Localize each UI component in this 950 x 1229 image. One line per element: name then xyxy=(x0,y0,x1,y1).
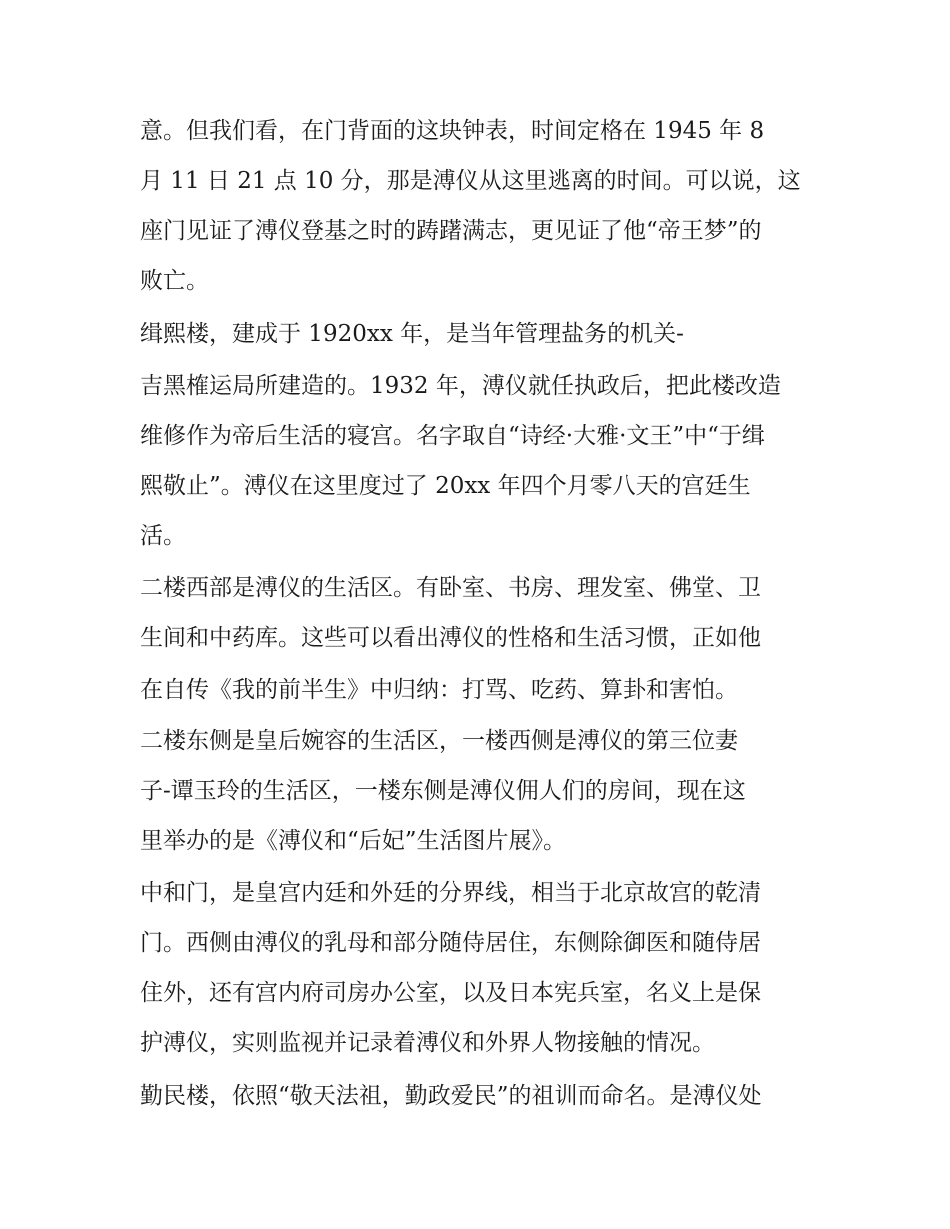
text-line: 在自传《我的前半生》中归纳：打骂、吃药、算卦和害怕。 xyxy=(140,677,738,703)
text-line: 月 11 日 21 点 10 分，那是溥仪从这里逃离的时间。可以说，这 xyxy=(140,168,801,194)
text-line: 吉黑榷运局所建造的。1932 年，溥仪就任执政后，把此楼改造 xyxy=(140,373,781,399)
text-line: 缉熙楼，建成于 1920xx 年，是当年管理盐务的机关- xyxy=(140,321,684,347)
text-line: 活。 xyxy=(140,523,186,549)
text-line: 门。西侧由溥仪的乳母和部分随侍居住，东侧除御医和随侍居 xyxy=(140,930,761,956)
text-line: 里举办的是《溥仪和“后妃”生活图片展》。 xyxy=(140,828,567,854)
text-line: 生间和中药库。这些可以看出溥仪的性格和生活习惯，正如他 xyxy=(140,625,761,651)
text-line: 座门见证了溥仪登基之时的踌躇满志，更见证了他“帝王梦”的 xyxy=(140,218,762,244)
text-line: 维修作为帝后生活的寝宫。名字取自“诗经·大雅·文王”中“于缉 xyxy=(140,423,765,449)
text-line: 中和门，是皇宫内廷和外廷的分界线，相当于北京故宫的乾清 xyxy=(140,880,761,906)
text-line: 败亡。 xyxy=(140,268,209,294)
text-line: 子-谭玉玲的生活区，一楼东侧是溥仪佣人们的房间，现在这 xyxy=(140,778,746,804)
text-line: 意。但我们看，在门背面的这块钟表，时间定格在 1945 年 8 xyxy=(140,118,765,144)
text-line: 勤民楼，依照“敬天法祖，勤政爱民”的祖训而命名。是溥仪处 xyxy=(140,1083,762,1109)
text-line: 熙敬止”。溥仪在这里度过了 20xx 年四个月零八天的宫廷生 xyxy=(140,473,751,499)
text-line: 二楼西部是溥仪的生活区。有卧室、书房、理发室、佛堂、卫 xyxy=(140,575,761,601)
text-line: 二楼东侧是皇后婉容的生活区，一楼西侧是溥仪的第三位妻 xyxy=(140,728,738,754)
text-line: 住外，还有宫内府司房办公室，以及日本宪兵室，名义上是保 xyxy=(140,980,761,1006)
text-line: 护溥仪，实则监视并记录着溥仪和外界人物接触的情况。 xyxy=(140,1030,715,1056)
